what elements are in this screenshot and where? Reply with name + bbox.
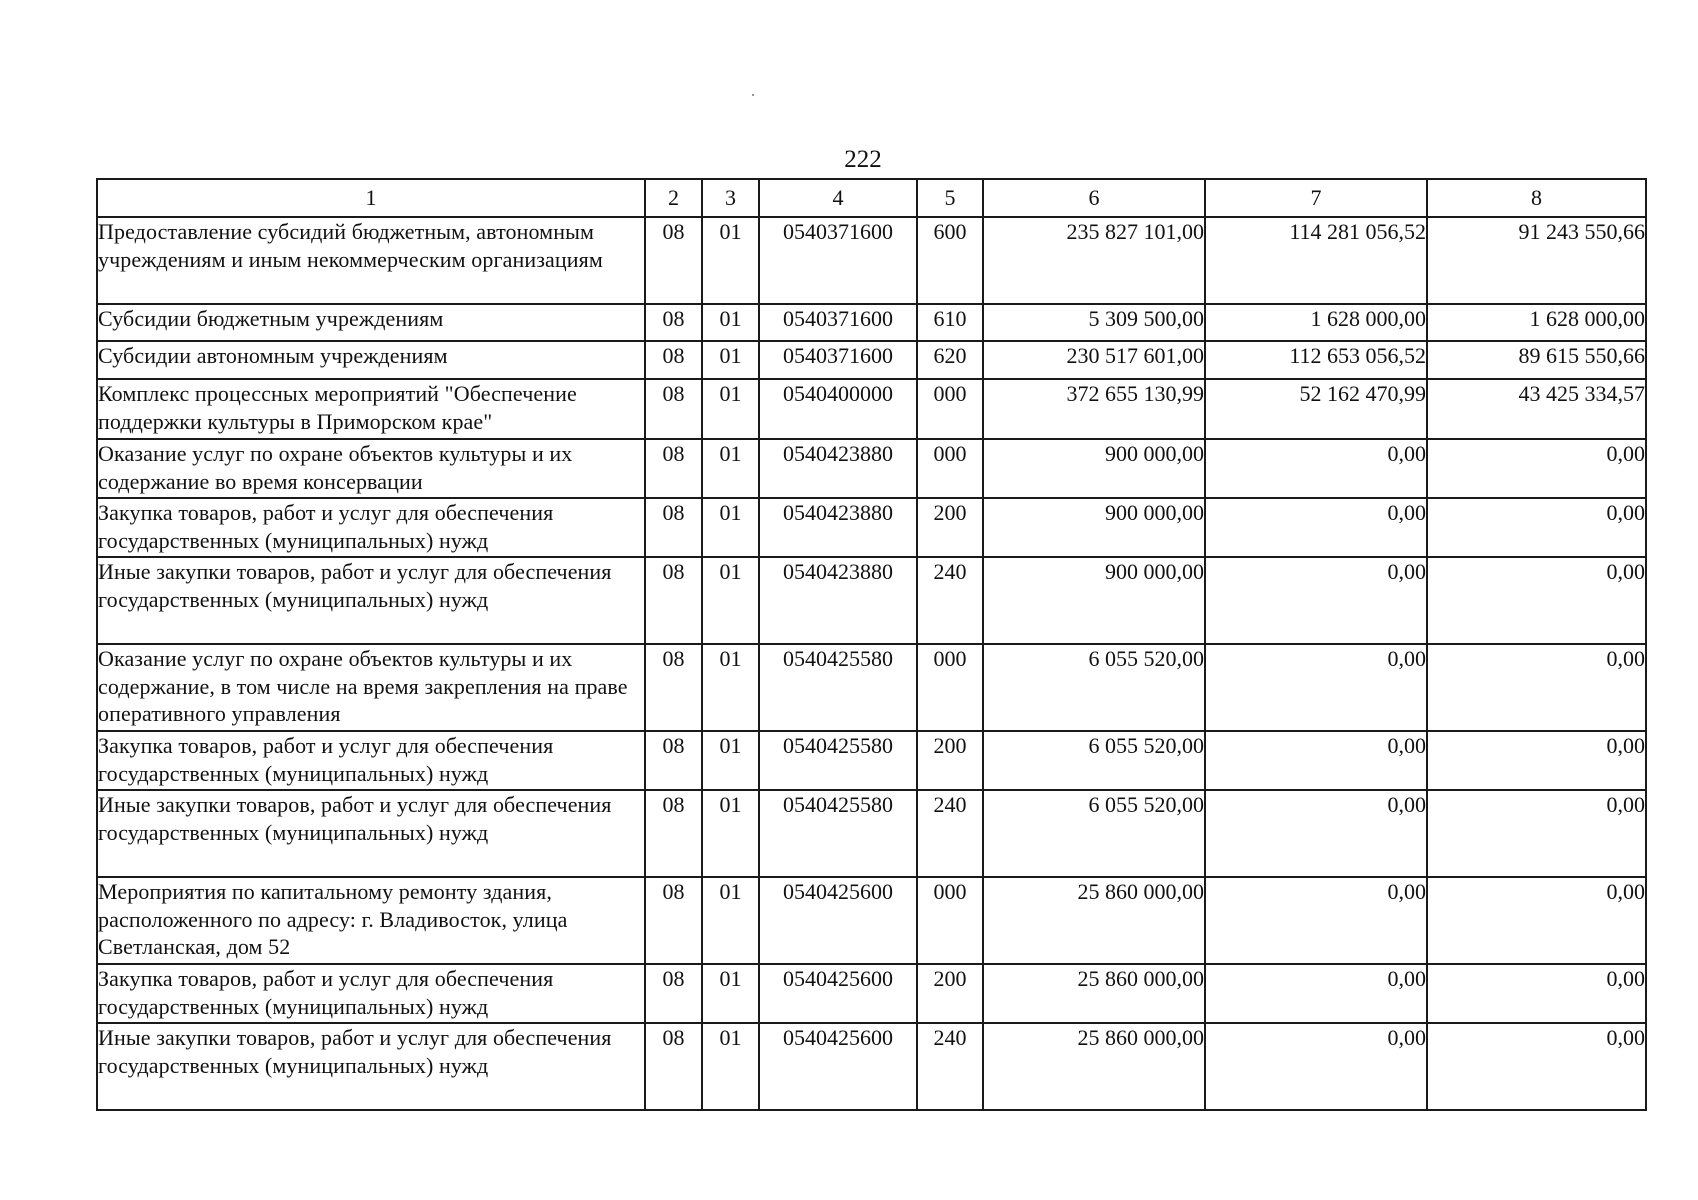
row-section: 08 xyxy=(645,304,702,341)
row-amount-col8: 89 615 550,66 xyxy=(1427,341,1646,379)
table-row xyxy=(97,964,1646,1023)
row-section: 08 xyxy=(645,498,702,557)
row-expense-type: 200 xyxy=(917,731,983,790)
row-amount-col7: 0,00 xyxy=(1205,557,1427,644)
table-body xyxy=(97,217,1646,1110)
row-amount-col7: 0,00 xyxy=(1205,964,1427,1023)
row-target-article: 0540371600 xyxy=(759,341,917,379)
row-amount-col8: 0,00 xyxy=(1427,439,1646,498)
row-amount-col7: 0,00 xyxy=(1205,498,1427,557)
row-name: Оказание услуг по охране объектов культуры и их содержание во время консервации xyxy=(97,439,645,498)
header-col-1: 1 xyxy=(97,179,645,217)
row-subsection: 01 xyxy=(702,964,759,1023)
row-subsection: 01 xyxy=(702,304,759,341)
row-amount-col8: 43 425 334,57 xyxy=(1427,379,1646,439)
row-target-article: 0540425580 xyxy=(759,644,917,731)
row-name: Субсидии бюджетным учреждениям xyxy=(97,304,645,341)
row-name: Оказание услуг по охране объектов культуры и их содержание, в том числе на время закрепления на праве оперативного управления xyxy=(97,644,645,731)
row-section: 08 xyxy=(645,439,702,498)
page-number: 222 xyxy=(844,146,882,173)
row-expense-type: 610 xyxy=(917,304,983,341)
row-amount-col8: 0,00 xyxy=(1427,877,1646,964)
row-amount-col6: 900 000,00 xyxy=(983,557,1205,644)
row-subsection: 01 xyxy=(702,341,759,379)
table-row xyxy=(97,439,1646,498)
row-amount-col8: 0,00 xyxy=(1427,557,1646,644)
row-subsection: 01 xyxy=(702,498,759,557)
row-subsection: 01 xyxy=(702,379,759,439)
row-target-article: 0540423880 xyxy=(759,498,917,557)
row-section: 08 xyxy=(645,341,702,379)
row-subsection: 01 xyxy=(702,217,759,304)
row-amount-col6: 900 000,00 xyxy=(983,439,1205,498)
row-amount-col8: 0,00 xyxy=(1427,644,1646,731)
row-amount-col8: 91 243 550,66 xyxy=(1427,217,1646,304)
row-section: 08 xyxy=(645,790,702,877)
row-amount-col6: 25 860 000,00 xyxy=(983,877,1205,964)
row-section: 08 xyxy=(645,1023,702,1110)
row-name: Иные закупки товаров, работ и услуг для обеспечения государственных (муниципальных) нужд xyxy=(97,1023,645,1110)
row-amount-col6: 6 055 520,00 xyxy=(983,644,1205,731)
row-expense-type: 600 xyxy=(917,217,983,304)
row-subsection: 01 xyxy=(702,877,759,964)
header-row xyxy=(97,179,1646,217)
row-name: Комплекс процессных мероприятий "Обеспечение поддержки культуры в Приморском крае" xyxy=(97,379,645,439)
row-name: Мероприятия по капитальному ремонту здания, расположенного по адресу: г. Владивосток, улица Светланская, дом 52 xyxy=(97,877,645,964)
row-expense-type: 200 xyxy=(917,964,983,1023)
header-col-5: 5 xyxy=(917,179,983,217)
table-row xyxy=(97,557,1646,644)
row-name: Закупка товаров, работ и услуг для обеспечения государственных (муниципальных) нужд xyxy=(97,498,645,557)
row-amount-col6: 6 055 520,00 xyxy=(983,731,1205,790)
row-name: Закупка товаров, работ и услуг для обеспечения государственных (муниципальных) нужд xyxy=(97,964,645,1023)
row-section: 08 xyxy=(645,557,702,644)
row-section: 08 xyxy=(645,964,702,1023)
row-amount-col7: 0,00 xyxy=(1205,1023,1427,1110)
row-subsection: 01 xyxy=(702,644,759,731)
header-col-4: 4 xyxy=(759,179,917,217)
budget-table xyxy=(96,178,1647,1111)
row-expense-type: 240 xyxy=(917,1023,983,1110)
row-expense-type: 200 xyxy=(917,498,983,557)
row-amount-col7: 0,00 xyxy=(1205,644,1427,731)
row-name: Иные закупки товаров, работ и услуг для обеспечения государственных (муниципальных) нужд xyxy=(97,557,645,644)
table-header xyxy=(97,179,1646,217)
row-amount-col7: 1 628 000,00 xyxy=(1205,304,1427,341)
row-expense-type: 000 xyxy=(917,379,983,439)
row-amount-col7: 52 162 470,99 xyxy=(1205,379,1427,439)
table-row xyxy=(97,498,1646,557)
row-amount-col6: 900 000,00 xyxy=(983,498,1205,557)
row-expense-type: 620 xyxy=(917,341,983,379)
row-name: Иные закупки товаров, работ и услуг для обеспечения государственных (муниципальных) нужд xyxy=(97,790,645,877)
table-row xyxy=(97,644,1646,731)
row-expense-type: 000 xyxy=(917,439,983,498)
scan-speck xyxy=(752,94,754,96)
row-section: 08 xyxy=(645,644,702,731)
row-amount-col6: 372 655 130,99 xyxy=(983,379,1205,439)
row-target-article: 0540425600 xyxy=(759,964,917,1023)
row-target-article: 0540425580 xyxy=(759,731,917,790)
row-amount-col7: 0,00 xyxy=(1205,439,1427,498)
table-row xyxy=(97,731,1646,790)
row-amount-col7: 0,00 xyxy=(1205,790,1427,877)
header-col-7: 7 xyxy=(1205,179,1427,217)
row-amount-col8: 1 628 000,00 xyxy=(1427,304,1646,341)
row-target-article: 0540371600 xyxy=(759,304,917,341)
row-target-article: 0540400000 xyxy=(759,379,917,439)
row-amount-col7: 0,00 xyxy=(1205,731,1427,790)
row-subsection: 01 xyxy=(702,1023,759,1110)
row-amount-col8: 0,00 xyxy=(1427,964,1646,1023)
row-amount-col6: 25 860 000,00 xyxy=(983,964,1205,1023)
row-amount-col6: 235 827 101,00 xyxy=(983,217,1205,304)
table-row xyxy=(97,341,1646,379)
row-amount-col6: 6 055 520,00 xyxy=(983,790,1205,877)
row-amount-col8: 0,00 xyxy=(1427,790,1646,877)
row-section: 08 xyxy=(645,731,702,790)
header-col-2: 2 xyxy=(645,179,702,217)
table-row xyxy=(97,304,1646,341)
row-amount-col6: 25 860 000,00 xyxy=(983,1023,1205,1110)
row-target-article: 0540425600 xyxy=(759,877,917,964)
row-name: Субсидии автономным учреждениям xyxy=(97,341,645,379)
table-row xyxy=(97,790,1646,877)
row-amount-col6: 5 309 500,00 xyxy=(983,304,1205,341)
row-amount-col7: 0,00 xyxy=(1205,877,1427,964)
row-subsection: 01 xyxy=(702,439,759,498)
table-row xyxy=(97,877,1646,964)
row-subsection: 01 xyxy=(702,557,759,644)
row-amount-col7: 112 653 056,52 xyxy=(1205,341,1427,379)
row-name: Закупка товаров, работ и услуг для обеспечения государственных (муниципальных) нужд xyxy=(97,731,645,790)
row-target-article: 0540423880 xyxy=(759,557,917,644)
header-col-8: 8 xyxy=(1427,179,1646,217)
table-row xyxy=(97,217,1646,304)
row-section: 08 xyxy=(645,379,702,439)
row-name: Предоставление субсидий бюджетным, автономным учреждениям и иным некоммерческим организациям xyxy=(97,217,645,304)
table-row xyxy=(97,379,1646,439)
row-subsection: 01 xyxy=(702,731,759,790)
row-target-article: 0540425580 xyxy=(759,790,917,877)
row-expense-type: 240 xyxy=(917,790,983,877)
table-row xyxy=(97,1023,1646,1110)
row-amount-col6: 230 517 601,00 xyxy=(983,341,1205,379)
row-expense-type: 000 xyxy=(917,877,983,964)
row-amount-col8: 0,00 xyxy=(1427,731,1646,790)
row-section: 08 xyxy=(645,877,702,964)
row-target-article: 0540371600 xyxy=(759,217,917,304)
header-col-3: 3 xyxy=(702,179,759,217)
row-amount-col8: 0,00 xyxy=(1427,498,1646,557)
row-expense-type: 000 xyxy=(917,644,983,731)
row-amount-col8: 0,00 xyxy=(1427,1023,1646,1110)
row-expense-type: 240 xyxy=(917,557,983,644)
row-subsection: 01 xyxy=(702,790,759,877)
header-col-6: 6 xyxy=(983,179,1205,217)
row-target-article: 0540425600 xyxy=(759,1023,917,1110)
row-target-article: 0540423880 xyxy=(759,439,917,498)
row-section: 08 xyxy=(645,217,702,304)
row-amount-col7: 114 281 056,52 xyxy=(1205,217,1427,304)
